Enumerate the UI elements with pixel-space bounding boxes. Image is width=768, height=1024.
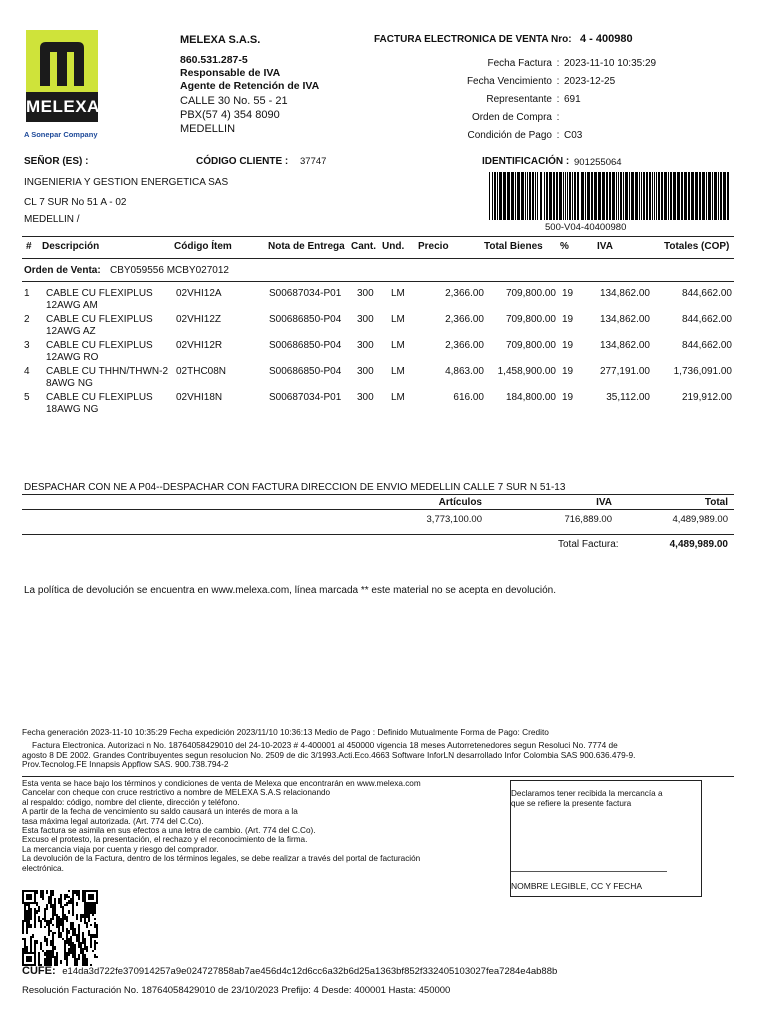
row-desc	[46, 340, 153, 364]
invoice-total-label: Total Factura:	[558, 539, 619, 550]
row-unit: LM	[391, 340, 405, 351]
row-qty: 300	[357, 392, 374, 403]
row-iva: 134,862.00	[599, 314, 650, 325]
col-unit: Und.	[382, 241, 405, 252]
row-pct: 19	[562, 366, 574, 377]
col-note: Nota de Entrega	[268, 241, 345, 252]
invoice-field-row: Orden de Compra :	[420, 109, 660, 127]
col-qty: Cant.	[351, 241, 376, 252]
customer-id-label: IDENTIFICACIÓN :	[482, 156, 570, 167]
row-desc-line: CABLE CU FLEXIPLUS	[46, 340, 153, 351]
receipt-line: que se refiere la presente factura	[511, 799, 632, 808]
customer-label: SEÑOR (ES) :	[24, 156, 89, 167]
terms-line: La mercancia viaja por cuenta y riesgo del comprador.	[22, 844, 219, 854]
terms-line: Esta venta se hace bajo los términos y condiciones de venta de Melexa que encontrarán en www.melexa.com	[22, 779, 421, 788]
row-desc-line: 8AWG NG	[46, 378, 93, 389]
row-pct: 19	[562, 314, 574, 325]
field-label: Fecha Vencimiento	[466, 76, 552, 87]
terms-line: Esta factura se asimila en sus efectos a una letra de cambio. (Art. 774 del C.Co).	[22, 826, 316, 836]
row-price: 4,863.00	[445, 366, 484, 377]
row-total-goods: 184,800.00	[505, 392, 556, 403]
summary-iva: 716,889.00	[564, 514, 612, 525]
terms-line: Excuso el protesto, la presentación, el rechazo y el reconocimiento de la firma.	[22, 835, 308, 845]
terms-line: La devolución de la Factura, dentro de los términos legales, se debe realizar a través del portal de facturación	[22, 854, 421, 864]
col-totals: Totales (COP)	[664, 241, 730, 252]
company-regime: Responsable de IVA	[180, 67, 281, 79]
row-code: 02THC08N	[176, 366, 227, 377]
resolution-text: Resolución Facturación No. 18764058429010 de 23/10/2023 Prefijo: 4 Desde: 400001 Hasta: 450000	[22, 985, 451, 996]
row-desc-line: CABLE CU FLEXIPLUS	[46, 314, 153, 325]
row-price: 616.00	[453, 392, 484, 403]
signature-label: NOMBRE LEGIBLE, CC Y FECHA	[511, 881, 642, 891]
summary-bottom-rule	[22, 534, 734, 535]
summary-total-label: Total	[704, 497, 728, 508]
row-num: 4	[24, 366, 30, 377]
row-desc	[46, 392, 153, 416]
receipt-line: Declaramos tener recibida la mercancía a	[511, 789, 663, 798]
row-total-goods: 709,800.00	[505, 340, 556, 351]
company-name: MELEXA S.A.S.	[180, 34, 261, 46]
summary-header-rule	[22, 509, 734, 510]
customer-id: 901255064	[574, 157, 622, 168]
signature-line	[511, 871, 667, 872]
row-desc-line: 18AWG NG	[46, 404, 99, 415]
field-value: 691	[564, 94, 581, 105]
row-iva: 134,862.00	[599, 340, 650, 351]
invoice-title: FACTURA ELECTRONICA DE VENTA Nro:	[374, 34, 572, 45]
row-note: S00686850-P04	[269, 366, 342, 377]
authorization-text	[22, 741, 635, 770]
row-code: 02VHI12R	[176, 340, 223, 351]
terms-text	[22, 779, 421, 873]
logo-m-mark	[36, 40, 88, 86]
row-qty: 300	[357, 288, 374, 299]
header-bottom-rule	[22, 258, 734, 259]
terms-line: Cancelar con cheque con cruce restrictivo a nombre de MELEXA S.A.S relacionando	[22, 788, 331, 798]
summary-top-rule	[22, 494, 734, 495]
terms-line: al respaldo: código, nombre del cliente, dirección y teléfono.	[22, 797, 240, 807]
field-label: Representante	[486, 94, 552, 105]
customer-code-label: CÓDIGO CLIENTE :	[196, 156, 289, 167]
invoice-total: 4,489,989.00	[669, 539, 728, 550]
dispatch-note: DESPACHAR CON NE A P04--DESPACHAR CON FACTURA DIRECCION DE ENVIO MEDELLIN CALLE 7 SUR N 51-13	[24, 482, 566, 493]
col-pct: %	[560, 241, 569, 252]
invoice-field-row: Fecha Factura : 2023-11-10 10:35:29	[420, 55, 660, 73]
row-pct: 19	[562, 340, 574, 351]
company-nit: 860.531.287-5	[180, 54, 248, 66]
row-total: 219,912.00	[681, 392, 732, 403]
invoice-fields	[420, 55, 660, 145]
row-note: S00687034-P01	[269, 392, 342, 403]
row-total: 844,662.00	[681, 340, 732, 351]
company-address: CALLE 30 No. 55 - 21	[180, 95, 288, 107]
row-iva: 277,191.00	[599, 366, 650, 377]
footer-rule	[22, 776, 734, 777]
summary-articles: 3,773,100.00	[426, 514, 482, 525]
order-label: Orden de Venta:	[24, 265, 101, 276]
row-code: 02VHI18N	[176, 392, 223, 403]
col-num: #	[26, 241, 32, 252]
barcode-image	[488, 172, 732, 220]
row-price: 2,366.00	[445, 288, 484, 299]
customer-city: MEDELLIN /	[24, 214, 80, 225]
field-label: Orden de Compra	[471, 112, 552, 123]
row-code: 02VHI12Z	[176, 314, 222, 325]
company-phone: PBX(57 4) 354 8090	[180, 109, 280, 121]
row-pct: 19	[562, 392, 574, 403]
row-desc-line: 12AWG AM	[46, 300, 98, 311]
invoice-field-row: Representante : 691	[420, 91, 660, 109]
row-total-goods: 709,800.00	[505, 288, 556, 299]
qr-code-image	[22, 890, 98, 966]
field-label: Condición de Pago	[467, 130, 552, 141]
field-value: C03	[564, 130, 583, 141]
return-policy: La política de devolución se encuentra en www.melexa.com, línea marcada ** este material no se acepta en devolución.	[24, 585, 556, 596]
field-label: Fecha Factura	[487, 58, 552, 69]
row-qty: 300	[357, 340, 374, 351]
row-unit: LM	[391, 366, 405, 377]
row-desc	[46, 288, 153, 312]
invoice-field-row: Condición de Pago : C03	[420, 127, 660, 145]
cufe-value: e14da3d722fe370914257a9e024727858ab7ae456d4c12d6cc6a32b6d25a1363bf852f332405103027fea7284e4ab88b	[62, 966, 558, 977]
terms-line: electrónica.	[22, 863, 64, 873]
customer-name: INGENIERIA Y GESTION ENERGETICA SAS	[24, 177, 229, 188]
row-total-goods: 1,458,900.00	[497, 366, 556, 377]
field-value: 2023-12-25	[564, 76, 616, 87]
terms-line: tasa máxima legal autorizada. (Art. 774 del C.Co).	[22, 816, 204, 826]
authorization-line: agosto 8 DE 2002. Grandes Contribuyentes segun resolucion No. 2509 de dic 3/1993.Acti.Eco.4663 Software InforLN desarrollado Infor Colombia SAS 900.636.479-9.	[22, 749, 636, 760]
row-desc-line: CABLE CU FLEXIPLUS	[46, 392, 153, 403]
row-total: 844,662.00	[681, 314, 732, 325]
row-unit: LM	[391, 392, 405, 403]
col-desc: Descripción	[42, 241, 100, 252]
row-num: 5	[24, 392, 30, 403]
col-total-goods: Total Bienes	[484, 241, 543, 252]
row-price: 2,366.00	[445, 340, 484, 351]
col-code: Código Ítem	[174, 241, 232, 252]
row-iva: 35,112.00	[606, 392, 650, 403]
row-num: 1	[24, 288, 30, 299]
generation-info: Fecha generación 2023-11-10 10:35:29 Fecha expedición 2023/11/10 10:36:13 Medio de Pago : Definido Mutualmente Forma de Pago: Credito	[22, 727, 549, 737]
terms-line: A partir de la fecha de vencimiento su saldo causará un interés de mora a la	[22, 807, 298, 817]
row-unit: LM	[391, 288, 405, 299]
company-agent: Agente de Retención de IVA	[180, 80, 320, 92]
summary-iva-label: IVA	[596, 497, 612, 508]
logo-tagline: A Sonepar Company	[24, 130, 98, 139]
row-desc-line: 12AWG RO	[46, 352, 99, 363]
invoice-field-row: Fecha Vencimiento : 2023-12-25	[420, 73, 660, 91]
row-desc	[46, 314, 153, 338]
row-desc-line: CABLE CU THHN/THWN-2	[46, 366, 169, 377]
barcode-text: 500-V04-40400980	[545, 222, 627, 233]
company-city: MEDELLIN	[180, 123, 236, 135]
row-total: 844,662.00	[681, 288, 732, 299]
row-total-goods: 709,800.00	[505, 314, 556, 325]
row-num: 2	[24, 314, 30, 325]
row-note: S00686850-P04	[269, 340, 342, 351]
col-price: Precio	[418, 241, 449, 252]
cufe-row	[22, 965, 557, 977]
row-note: S00686850-P04	[269, 314, 342, 325]
col-iva: IVA	[597, 241, 613, 252]
row-desc-line: CABLE CU FLEXIPLUS	[46, 288, 153, 299]
row-iva: 134,862.00	[599, 288, 650, 299]
row-code: 02VHI12A	[176, 288, 222, 299]
logo-wordmark: MELEXA	[26, 92, 98, 122]
signature-box	[510, 780, 702, 897]
receipt-statement	[511, 789, 663, 809]
order-bottom-rule	[22, 281, 734, 282]
row-price: 2,366.00	[445, 314, 484, 325]
row-note: S00687034-P01	[269, 288, 342, 299]
row-num: 3	[24, 340, 30, 351]
summary-articles-label: Artículos	[438, 497, 482, 508]
customer-address: CL 7 SUR No 51 A - 02	[24, 197, 127, 208]
row-unit: LM	[391, 314, 405, 325]
row-desc-line: 12AWG AZ	[46, 326, 96, 337]
row-pct: 19	[562, 288, 574, 299]
cufe-label: CUFE:	[22, 965, 56, 977]
order-value: CBY059556 MCBY027012	[110, 265, 229, 276]
invoice-number: 4 - 400980	[580, 33, 633, 45]
table-top-rule	[22, 236, 734, 237]
row-total: 1,736,091.00	[673, 366, 732, 377]
row-desc	[46, 366, 168, 390]
field-value: 2023-11-10 10:35:29	[564, 58, 657, 69]
customer-code: 37747	[300, 156, 327, 167]
row-qty: 300	[357, 366, 374, 377]
authorization-line: Factura Electronica. Autorizaci n No. 18764058429010 del 24-10-2023 # 4-400001 al 450000 vigencia 18 meses Autorretenedores segun Resoluci No. 7774 de	[32, 740, 618, 750]
authorization-line: Prov.Tecnolog.FE Innapsis Appflow SAS. 900.738.794-2	[22, 759, 229, 769]
row-qty: 300	[357, 314, 374, 325]
summary-total: 4,489,989.00	[672, 514, 728, 525]
